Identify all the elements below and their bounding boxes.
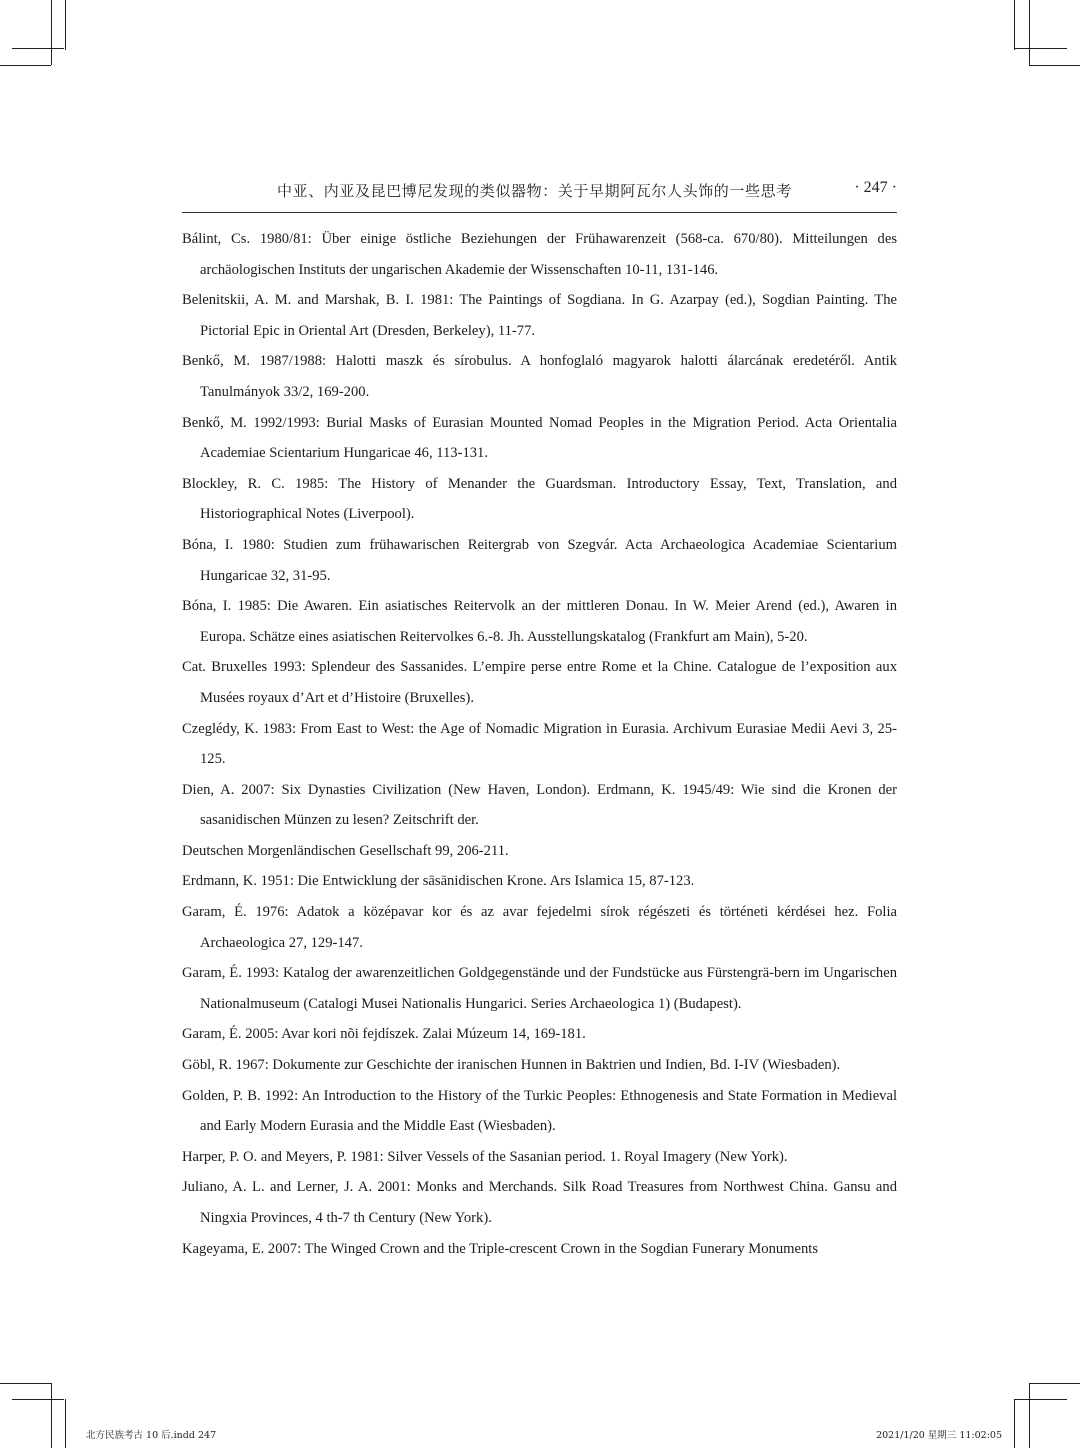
reference-entry: Juliano, A. L. and Lerner, J. A. 2001: Monks and Merchands. Silk Road Treasures from Northwest China. Gansu and Ningxia Provinces, 4 th-7 th Century (New York). [182, 1179, 897, 1226]
footer-file-info: 北方民族考古 10 后.indd 247 [86, 1430, 217, 1441]
reference-entry: Belenitskii, A. M. and Marshak, B. I. 1981: The Paintings of Sogdiana. In G. Azarpay (ed.), Sogdian Painting. The Pictorial Epic in Oriental Art (Dresden, Berkeley), 11-77. [182, 292, 897, 339]
running-header [182, 178, 897, 213]
crop-mark-bottom-right [1015, 1399, 1067, 1400]
reference-entry: Czeglédy, K. 1983: From East to West: the Age of Nomadic Migration in Eurasia. Archivum Eurasiae Medii Aevi 3, 25-125. [182, 720, 897, 768]
reference-entry: Garam, É. 1976: Adatok a középavar kor és az avar fejedelmi sírok régészeti és történeti kérdései hez. Folia Archaeologica 27, 129-147. [182, 904, 897, 951]
crop-mark-bottom-right [1029, 1383, 1030, 1448]
reference-entry: Kageyama, E. 2007: The Winged Crown and the Triple-crescent Crown in the Sogdian Funerary Monuments [182, 1240, 819, 1257]
reference-entry: Garam, É. 2005: Avar kori nõi fejdíszek. Zalai Múzeum 14, 169-181. [182, 1026, 586, 1043]
reference-entry: Golden, P. B. 1992: An Introduction to the History of the Turkic Peoples: Ethnogenesis and State Formation in Medieval and Early Modern Eurasia and the Middle East (Wiesbaden). [182, 1087, 897, 1135]
crop-mark-top-right [1014, 0, 1015, 50]
reference-list [182, 224, 897, 1264]
crop-mark-bottom-right [1029, 1383, 1080, 1384]
reference-entry: Erdmann, K. 1951: Die Entwicklung der sāsānidischen Krone. Ars Islamica 15, 87-123. [182, 873, 695, 890]
crop-mark-top-left [65, 0, 66, 50]
crop-mark-bottom-left [0, 1383, 51, 1384]
reference-entry: Bóna, I. 1985: Die Awaren. Ein asiatisches Reitervolk an der mittleren Donau. In W. Meier Arend (ed.), Awaren in Europa. Schätze eines asiatischen Reitervolkes 6.-8. Jh. Ausstellungskatalog (Frankfurt am Main), 5-20. [182, 598, 897, 645]
reference-entry: Benkő, M. 1987/1988: Halotti maszk és sírobulus. A honfoglaló magyarok halotti álarcának eredetéről. Antik Tanulmányok 33/2, 169-200. [182, 353, 897, 400]
reference-entry: Deutschen Morgenländischen Gesellschaft 99, 206-211. [182, 842, 509, 859]
crop-mark-top-left [0, 65, 51, 66]
reference-entry: Blockley, R. C. 1985: The History of Menander the Guardsman. Introductory Essay, Text, Translation, and Historiographical Notes (Liverpool). [182, 475, 897, 523]
reference-entry: Dien, A. 2007: Six Dynasties Civilization (New Haven, London). Erdmann, K. 1945/49: Wie sind die Kronen der sasanidischen Münzen zu lesen? Zeitschrift der. [182, 781, 897, 829]
running-header-title: 中亚、内亚及昆巴博尼发现的类似器物：关于早期阿瓦尔人头饰的一些思考 [277, 182, 792, 200]
page-number: · 247 · [854, 179, 897, 196]
crop-mark-top-left [51, 0, 52, 65]
footer-timestamp: 2021/1/20 星期三 11:02:05 [876, 1430, 1002, 1441]
crop-mark-bottom-left [65, 1399, 66, 1448]
reference-entry: Cat. Bruxelles 1993: Splendeur des Sassanides. L’empire perse entre Rome et la Chine. Catalogue de l’exposition aux Musées royaux d’Art et d’Histoire (Bruxelles). [182, 659, 897, 706]
reference-entry: Garam, É. 1993: Katalog der awarenzeitlichen Goldgegenstände und der Fundstücke aus Fürstengrä-bern im Ungarischen Nationalmuseum (Catalogi Musei Nationalis Hungarici. Series Archaeologica 1) (Budapest). [182, 965, 897, 1012]
reference-entry: Harper, P. O. and Meyers, P. 1981: Silver Vessels of the Sasanian period. 1. Royal Imagery (New York). [182, 1148, 788, 1165]
crop-mark-top-right [1029, 0, 1030, 65]
crop-mark-bottom-right [1014, 1399, 1015, 1448]
reference-entry: Bóna, I. 1980: Studien zum frühawarischen Reitergrab von Szegvár. Acta Archaeologica Academiae Scientarium Hungaricae 32, 31-95. [182, 536, 897, 584]
crop-mark-top-right [1015, 48, 1067, 49]
crop-mark-bottom-left [12, 1399, 64, 1400]
reference-entry: Benkő, M. 1992/1993: Burial Masks of Eurasian Mounted Nomad Peoples in the Migration Period. Acta Orientalia Academiae Scientarium Hungaricae 46, 113-131. [182, 414, 897, 462]
reference-entry: Göbl, R. 1967: Dokumente zur Geschichte der iranischen Hunnen in Baktrien und Indien, Bd. I-IV (Wiesbaden). [182, 1057, 841, 1074]
reference-entry: Bálint, Cs. 1980/81: Über einige östliche Beziehungen der Frühawarenzeit (568-ca. 670/80). Mitteilungen des archäologischen Instituts der ungarischen Akademie der Wissenschaften 10-11, 131-146. [182, 231, 897, 278]
crop-mark-top-left [12, 48, 64, 49]
crop-mark-bottom-left [51, 1383, 52, 1448]
crop-mark-top-right [1029, 65, 1080, 66]
